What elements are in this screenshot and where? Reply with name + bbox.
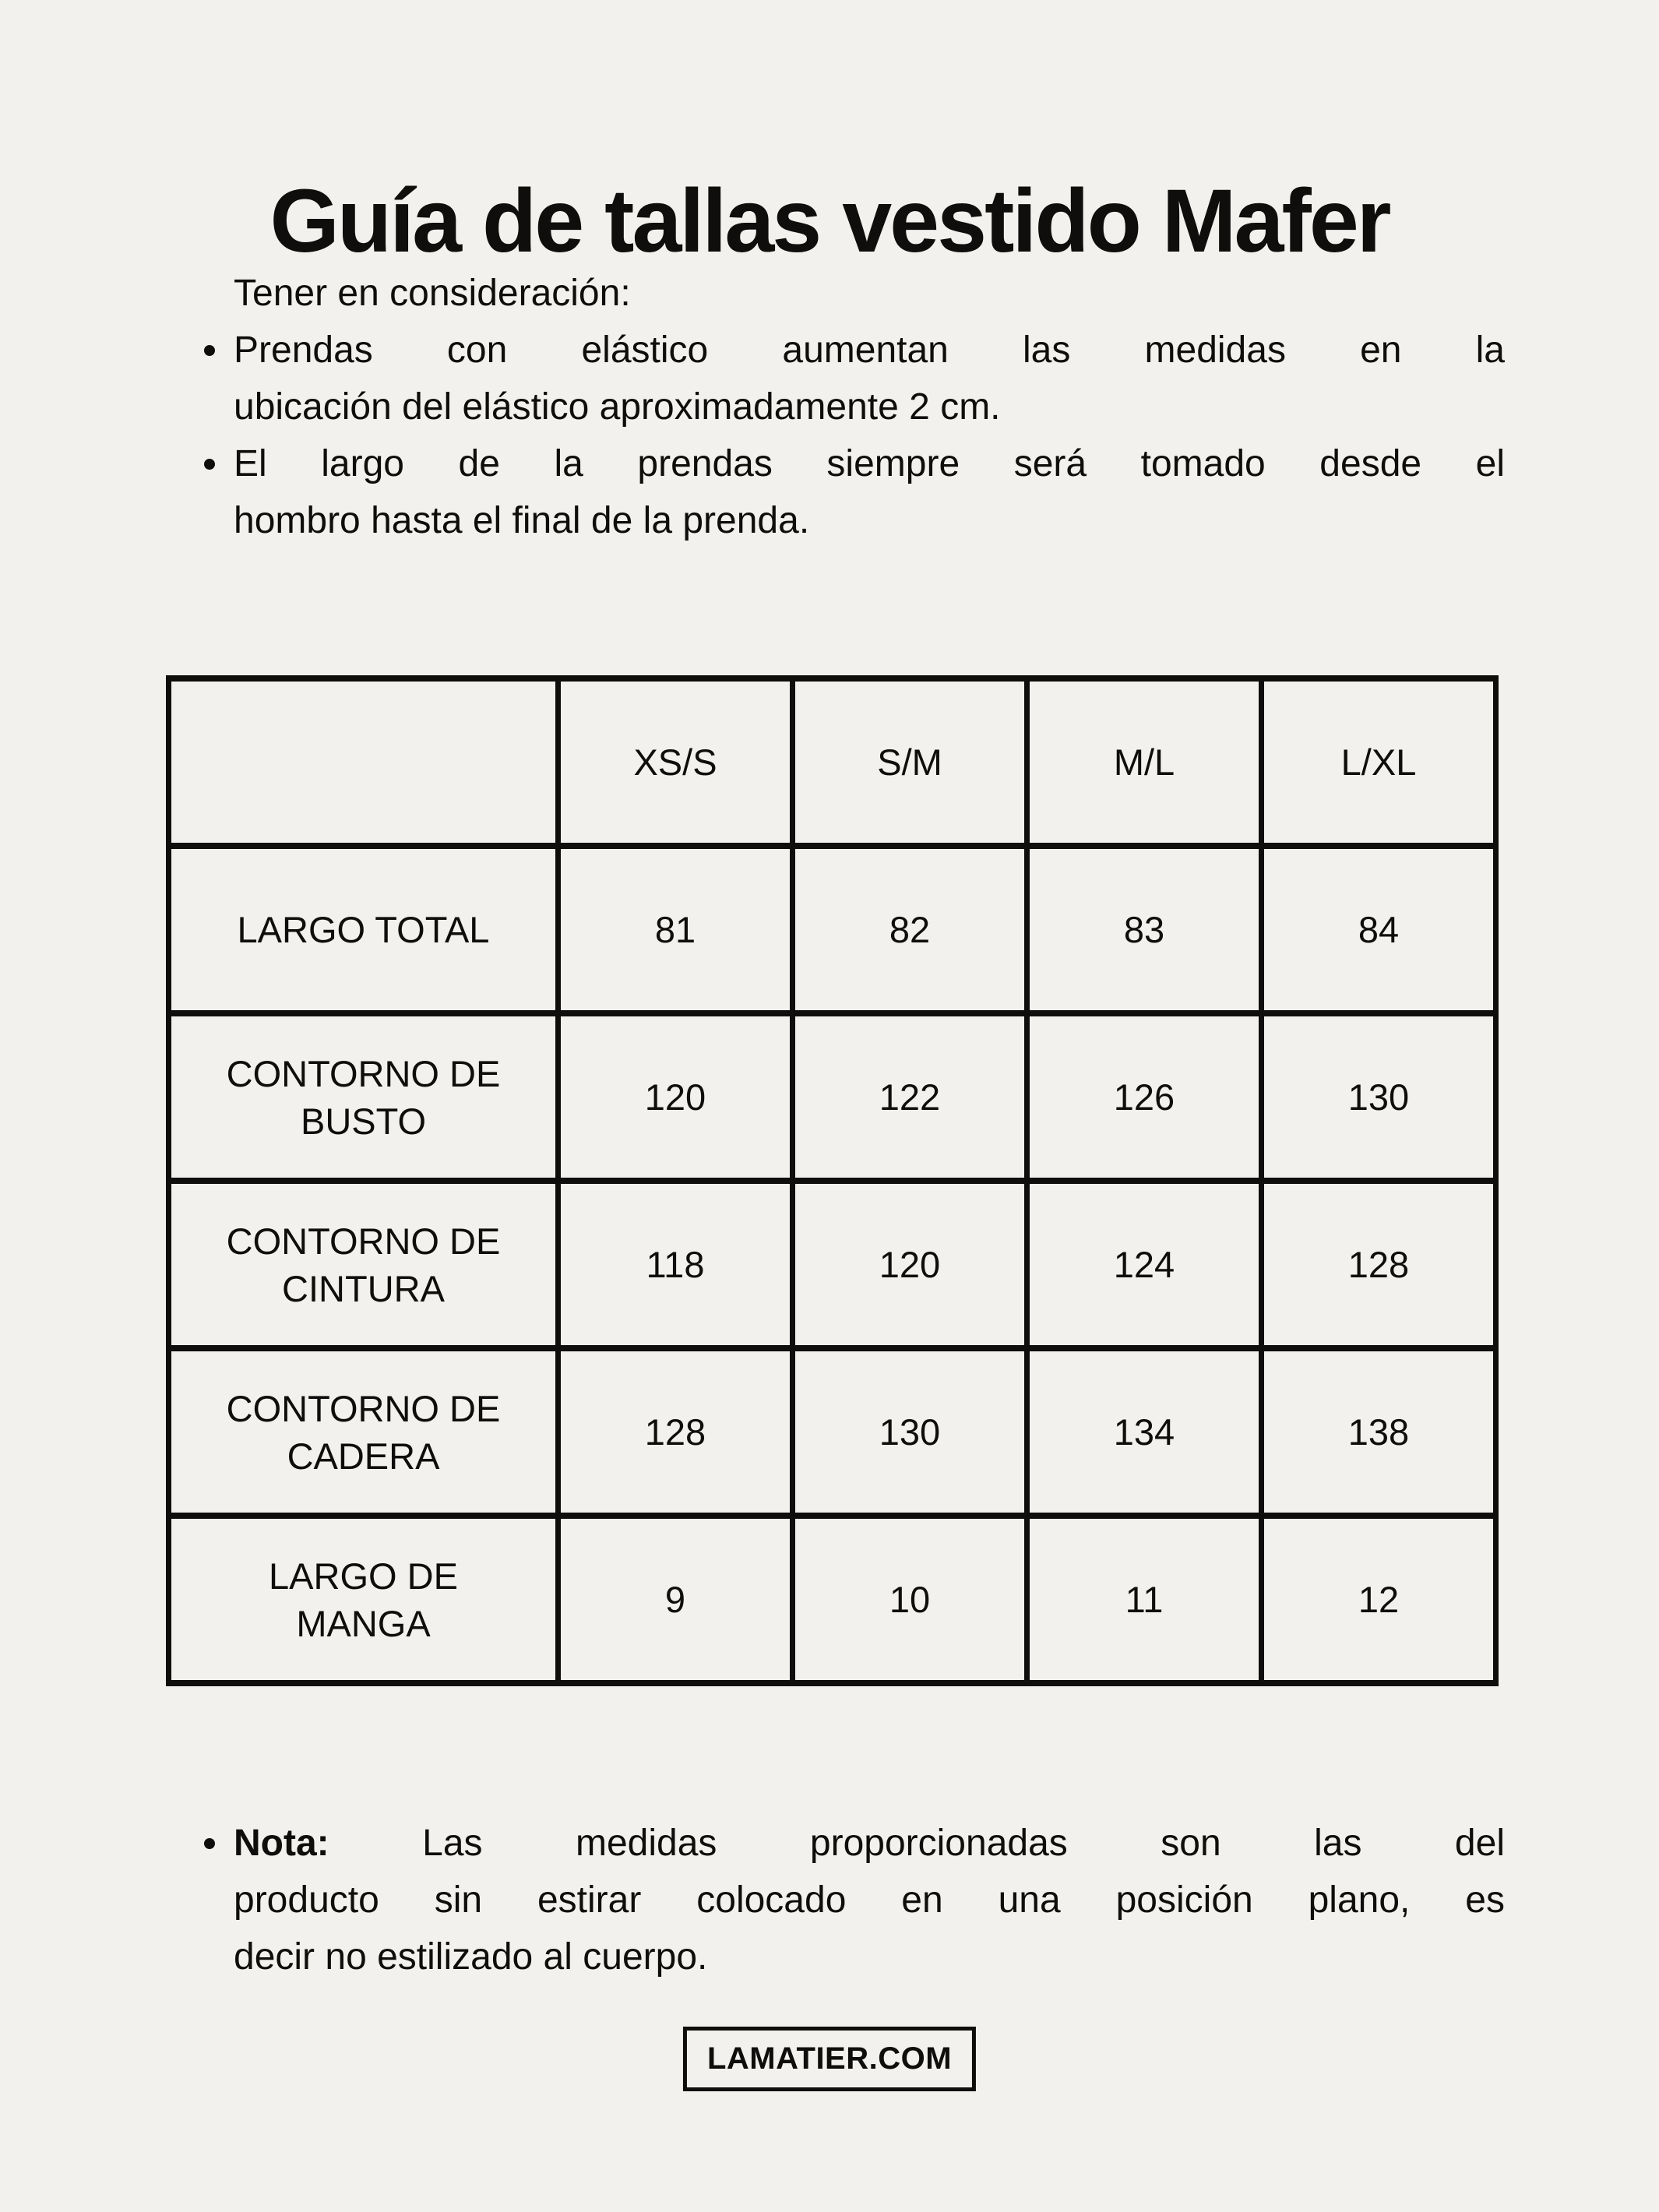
brand-badge [683, 2027, 976, 2091]
size-value-cell: 120 [793, 1181, 1027, 1348]
corner-cell [169, 678, 558, 846]
size-value-cell: 128 [558, 1348, 793, 1516]
intro-block [234, 265, 1505, 549]
size-value-cell: 82 [793, 846, 1027, 1013]
bullet-line: Prendas con elástico aumentan las medidas en la [234, 329, 1505, 371]
row-label-cell [169, 846, 558, 1013]
note-line [234, 1815, 1505, 1872]
column-header: L/XL [1262, 678, 1496, 846]
size-value-cell: 83 [1027, 846, 1262, 1013]
table-row [169, 1181, 1496, 1348]
bullet-line: ubicación del elástico aproximadamente 2 cm. [234, 386, 1001, 428]
row-label: CINTURA [282, 1267, 445, 1309]
row-label: CONTORNO DE [226, 1052, 501, 1094]
size-value-cell: 120 [558, 1013, 793, 1181]
row-label-cell [169, 1181, 558, 1348]
size-value-cell: 12 [1262, 1516, 1496, 1683]
size-value-cell: 124 [1027, 1181, 1262, 1348]
row-label: BUSTO [300, 1100, 427, 1142]
size-value-cell: 130 [1262, 1013, 1496, 1181]
size-value-cell: 130 [793, 1348, 1027, 1516]
row-label-cell [169, 1348, 558, 1516]
size-value-cell: 128 [1262, 1181, 1496, 1348]
size-value-cell: 11 [1027, 1516, 1262, 1683]
size-value-cell: 126 [1027, 1013, 1262, 1181]
note-line: producto sin estirar colocado en una posición plano, es [234, 1879, 1505, 1921]
row-label-cell [169, 1013, 558, 1181]
bullet-line: El largo de la prendas siempre será tomado desde el [234, 443, 1505, 484]
row-label-cell [169, 1516, 558, 1683]
size-value-cell: 134 [1027, 1348, 1262, 1516]
row-label: LARGO TOTAL [237, 909, 490, 950]
column-header: XS/S [558, 678, 793, 846]
intro-heading: Tener en consideración: [234, 273, 631, 314]
row-label: CONTORNO DE [226, 1220, 501, 1262]
bullet-dot [204, 345, 215, 356]
page-title: Guía de tallas vestido Mafer [269, 171, 1390, 272]
bullet-dot [204, 1838, 215, 1849]
row-label: CADERA [287, 1435, 440, 1477]
size-value-cell: 9 [558, 1516, 793, 1683]
size-value-cell: 81 [558, 846, 793, 1013]
table-row [169, 1516, 1496, 1683]
table-row [169, 846, 1496, 1013]
size-value-cell: 84 [1262, 846, 1496, 1013]
note-label: Nota: [234, 1823, 329, 1864]
column-header: S/M [793, 678, 1027, 846]
note-text: Las medidas proporcionadas son las del [422, 1823, 1505, 1864]
bullet-line: hombro hasta el final de la prenda. [234, 500, 810, 541]
bullet-dot [204, 459, 215, 470]
size-value-cell: 118 [558, 1181, 793, 1348]
bullet-item [234, 435, 1505, 549]
size-value-cell: 138 [1262, 1348, 1496, 1516]
row-label: MANGA [296, 1602, 431, 1644]
row-label: LARGO DE [269, 1555, 458, 1597]
brand-badge-label: LAMATIER.COM [706, 2041, 953, 2076]
note-line: decir no estilizado al cuerpo. [234, 1936, 708, 1978]
table-row [169, 1348, 1496, 1516]
column-header: M/L [1027, 678, 1262, 846]
note-block [234, 1815, 1505, 1985]
bullet-item [234, 1815, 1505, 1985]
size-value-cell: 122 [793, 1013, 1027, 1181]
row-label: CONTORNO DE [226, 1387, 501, 1429]
table-row [169, 1013, 1496, 1181]
bullet-item [234, 322, 1505, 435]
header-row [169, 678, 1496, 846]
size-table [166, 675, 1499, 1686]
size-value-cell: 10 [793, 1516, 1027, 1683]
